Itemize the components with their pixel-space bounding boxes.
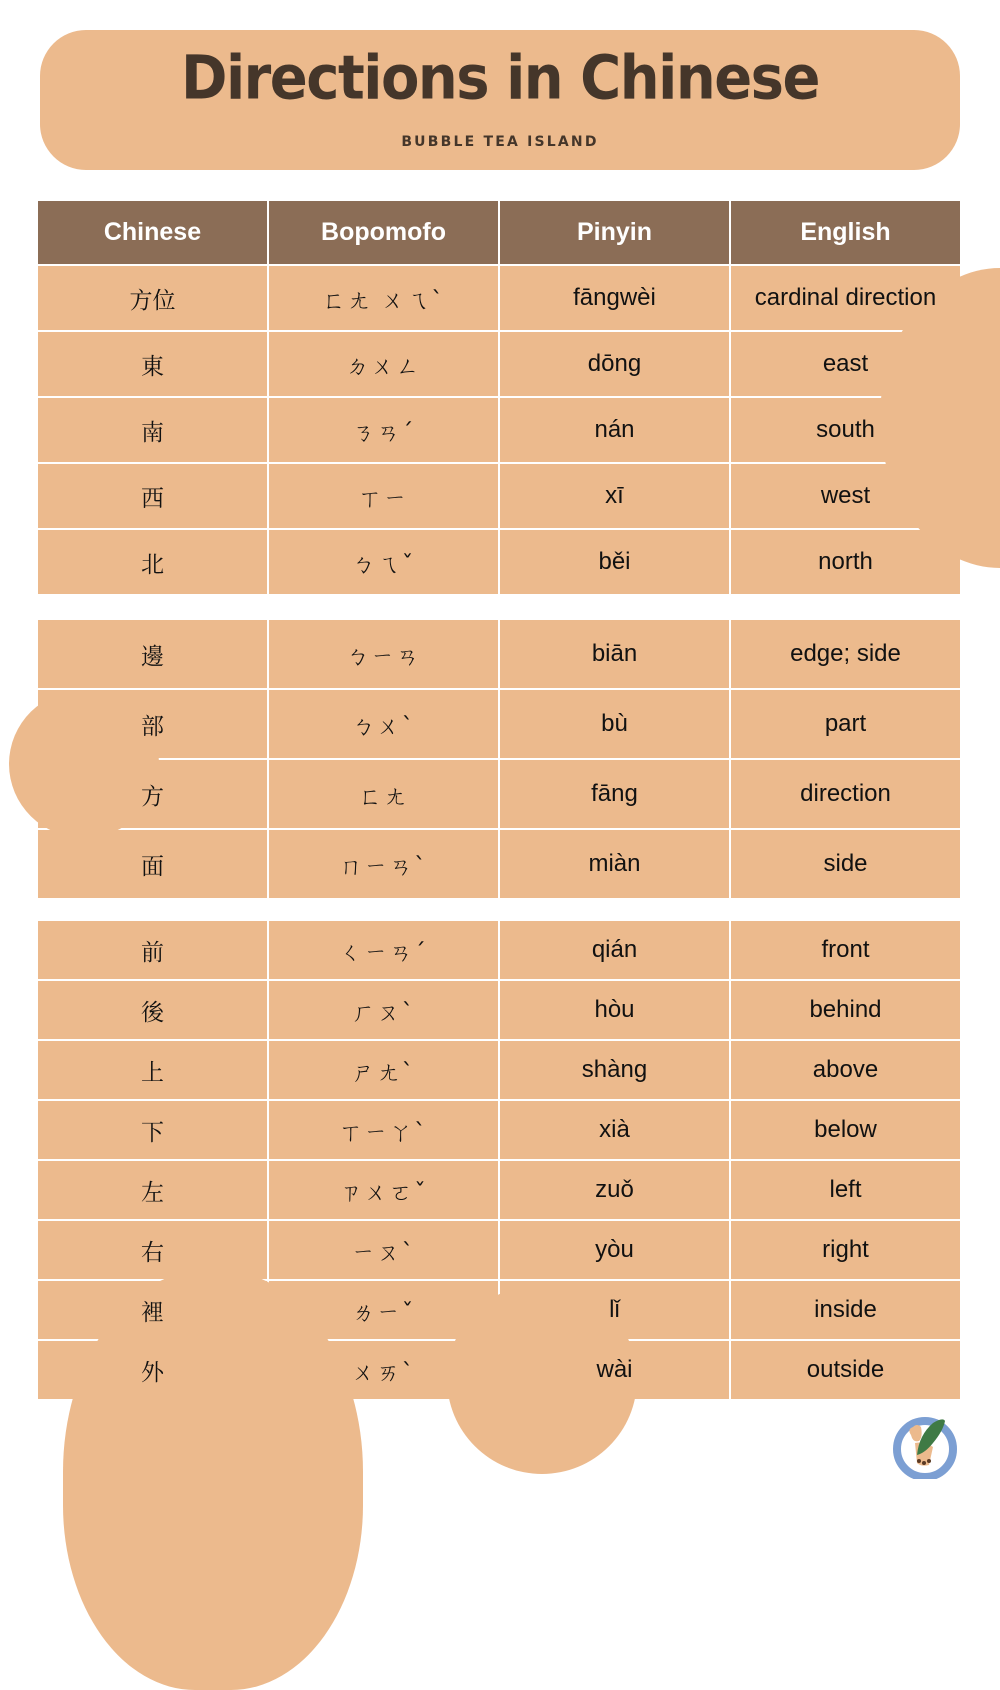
chinese-cell: 外	[38, 1341, 267, 1399]
chinese-cell: 裡	[38, 1281, 267, 1339]
pinyin-cell: shàng	[500, 1041, 729, 1099]
pinyin-cell: xià	[500, 1101, 729, 1159]
english-cell: east	[731, 332, 960, 396]
column-header-pinyin: Pinyin	[500, 201, 729, 264]
table-row	[38, 1161, 960, 1219]
pinyin-cell: hòu	[500, 981, 729, 1039]
bubble-tea-island-logo-icon	[893, 1413, 957, 1479]
pinyin-cell: běi	[500, 530, 729, 594]
column-header-bopomofo: Bopomofo	[269, 201, 498, 264]
bopomofo-cell: ㄒㄧㄚˋ	[269, 1101, 498, 1159]
table-row	[38, 1041, 960, 1099]
bopomofo-cell: ㄈㄤ ㄨㄟˋ	[269, 266, 498, 330]
chinese-cell: 方位	[38, 266, 267, 330]
bopomofo-cell: ㄈㄤ	[269, 760, 498, 828]
english-cell: part	[731, 690, 960, 758]
table-row	[38, 760, 960, 828]
chinese-cell: 南	[38, 398, 267, 462]
chinese-cell: 上	[38, 1041, 267, 1099]
table-row	[38, 981, 960, 1039]
title-banner	[40, 30, 960, 170]
logo-graphic	[893, 1413, 957, 1479]
chinese-cell: 西	[38, 464, 267, 528]
table-row	[38, 1101, 960, 1159]
table-row	[38, 530, 960, 594]
english-cell: north	[731, 530, 960, 594]
bopomofo-cell: ㄧㄡˋ	[269, 1221, 498, 1279]
english-cell: cardinal direction	[731, 266, 960, 330]
chinese-cell: 方	[38, 760, 267, 828]
english-cell: right	[731, 1221, 960, 1279]
bopomofo-cell: ㄅㄨˋ	[269, 690, 498, 758]
bopomofo-cell: ㄅㄟˇ	[269, 530, 498, 594]
bopomofo-cell: ㄇㄧㄢˋ	[269, 830, 498, 898]
pinyin-cell: yòu	[500, 1221, 729, 1279]
chinese-cell: 東	[38, 332, 267, 396]
english-cell: west	[731, 464, 960, 528]
bopomofo-cell: ㄨㄞˋ	[269, 1341, 498, 1399]
table-row	[38, 1281, 960, 1339]
column-header-english: English	[731, 201, 960, 264]
bopomofo-cell: ㄅㄧㄢ	[269, 620, 498, 688]
english-cell: inside	[731, 1281, 960, 1339]
pinyin-cell: zuǒ	[500, 1161, 729, 1219]
english-cell: left	[731, 1161, 960, 1219]
english-cell: edge; side	[731, 620, 960, 688]
pinyin-cell: miàn	[500, 830, 729, 898]
pinyin-cell: fāng	[500, 760, 729, 828]
table-row	[38, 266, 960, 330]
table-row	[38, 620, 960, 688]
vocab-table-sides	[38, 620, 960, 900]
bopomofo-cell: ㄕㄤˋ	[269, 1041, 498, 1099]
pinyin-cell: xī	[500, 464, 729, 528]
english-cell: south	[731, 398, 960, 462]
column-header-chinese: Chinese	[38, 201, 267, 264]
brand-subtitle: BUBBLE TEA ISLAND	[401, 134, 599, 150]
bopomofo-cell: ㄋㄢˊ	[269, 398, 498, 462]
table-header-row	[38, 201, 960, 264]
vocab-table-cardinal	[38, 201, 960, 596]
table-row	[38, 398, 960, 462]
bopomofo-cell: ㄉㄨㄥ	[269, 332, 498, 396]
table-row	[38, 1221, 960, 1279]
page-title: Directions in Chinese	[181, 43, 819, 114]
table-row	[38, 830, 960, 898]
chinese-cell: 後	[38, 981, 267, 1039]
chinese-cell: 前	[38, 921, 267, 979]
pinyin-cell: dōng	[500, 332, 729, 396]
english-cell: outside	[731, 1341, 960, 1399]
table-row	[38, 921, 960, 979]
bopomofo-cell: ㄏㄡˋ	[269, 981, 498, 1039]
table-row	[38, 464, 960, 528]
pinyin-cell: fāngwèi	[500, 266, 729, 330]
vocab-table-positions	[38, 921, 960, 1401]
table-row	[38, 690, 960, 758]
chinese-cell: 邊	[38, 620, 267, 688]
pinyin-cell: nán	[500, 398, 729, 462]
chinese-cell: 北	[38, 530, 267, 594]
english-cell: side	[731, 830, 960, 898]
pinyin-cell: qián	[500, 921, 729, 979]
bopomofo-cell: ㄗㄨㄛˇ	[269, 1161, 498, 1219]
chinese-cell: 左	[38, 1161, 267, 1219]
table-row	[38, 332, 960, 396]
chinese-cell: 下	[38, 1101, 267, 1159]
bopomofo-cell: ㄌㄧˇ	[269, 1281, 498, 1339]
bopomofo-cell: ㄑㄧㄢˊ	[269, 921, 498, 979]
pinyin-cell: wài	[500, 1341, 729, 1399]
pinyin-cell: bù	[500, 690, 729, 758]
chinese-cell: 右	[38, 1221, 267, 1279]
english-cell: behind	[731, 981, 960, 1039]
english-cell: front	[731, 921, 960, 979]
chinese-cell: 面	[38, 830, 267, 898]
table-row	[38, 1341, 960, 1399]
english-cell: direction	[731, 760, 960, 828]
pinyin-cell: lǐ	[500, 1281, 729, 1339]
chinese-cell: 部	[38, 690, 267, 758]
bopomofo-cell: ㄒㄧ	[269, 464, 498, 528]
english-cell: below	[731, 1101, 960, 1159]
pinyin-cell: biān	[500, 620, 729, 688]
english-cell: above	[731, 1041, 960, 1099]
